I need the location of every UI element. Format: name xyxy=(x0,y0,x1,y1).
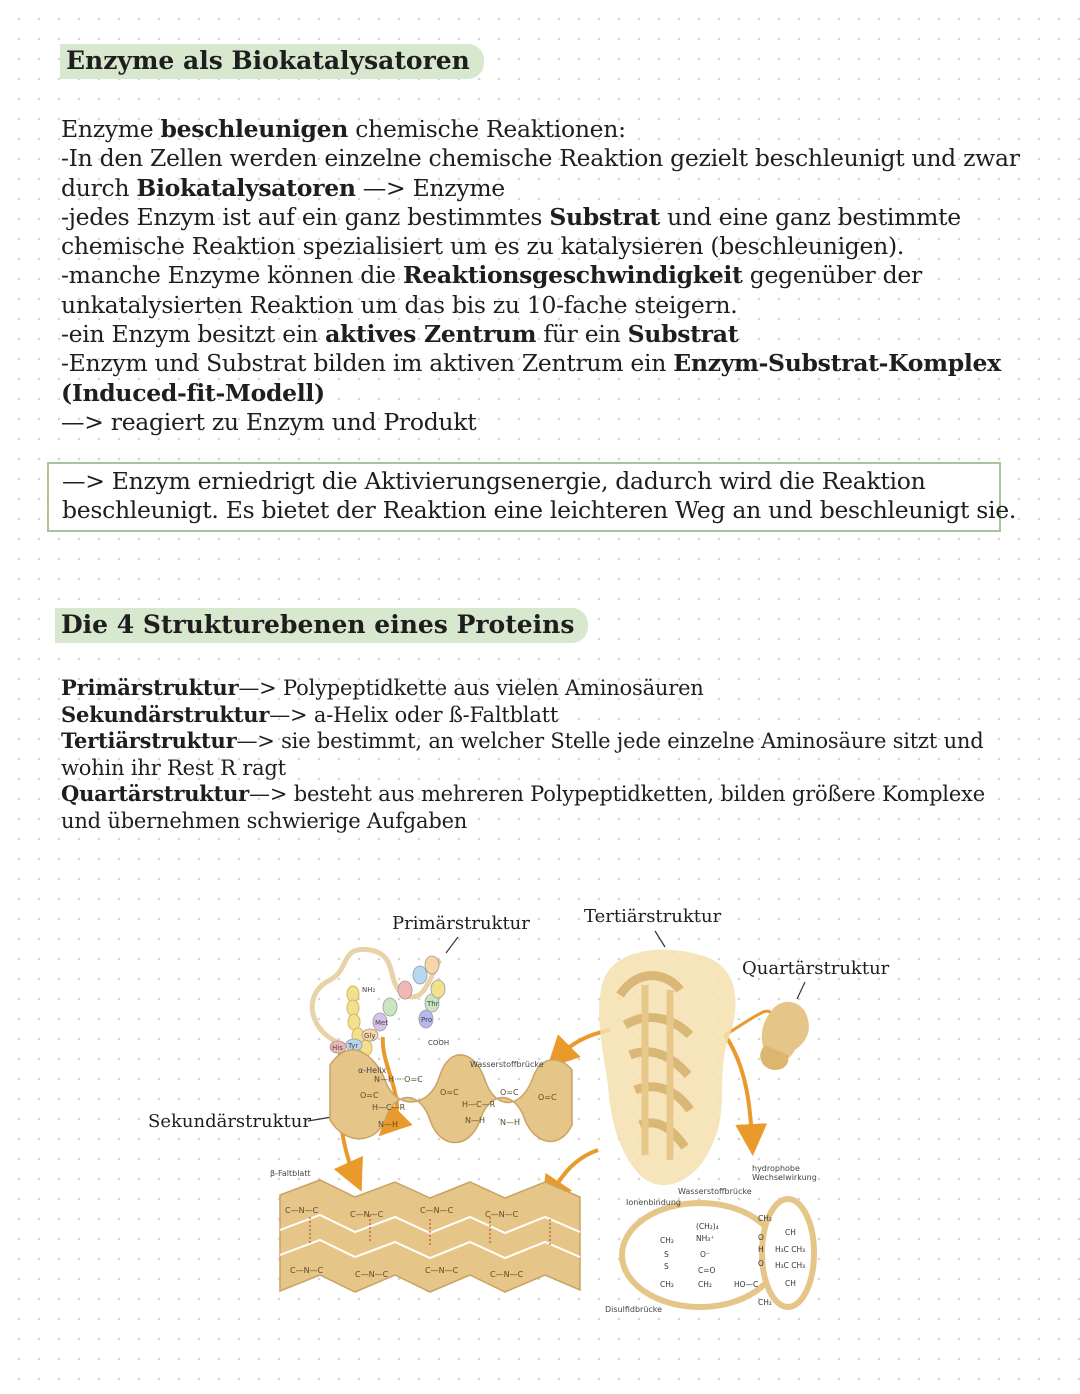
svg-text:HO—C: HO—C xyxy=(734,1280,759,1289)
text-run: -jedes Enzym ist auf ein ganz bestimmtes xyxy=(61,202,550,231)
text-line xyxy=(61,408,1020,437)
text-run: -In den Zellen werden einzelne chemische Reaktion gezielt beschleunigt und zwar xyxy=(61,144,1020,173)
text-line xyxy=(61,728,985,755)
text-run: chemische Reaktion spezialisiert um es zu katalysieren (beschleunigen). xyxy=(61,232,905,261)
pointer-primary xyxy=(446,937,458,953)
terminal-cooh: COOH xyxy=(428,1039,450,1047)
bold-term: Primärstruktur xyxy=(61,675,239,700)
label-alpha-helix: α-Helix xyxy=(358,1066,387,1075)
svg-text:S: S xyxy=(664,1262,669,1271)
svg-text:CH₂: CH₂ xyxy=(660,1280,674,1289)
bold-term: (Induced-fit-Modell) xyxy=(61,378,325,407)
beta-sheet-ribbon xyxy=(270,1169,580,1292)
text-line xyxy=(61,174,1020,203)
svg-text:C—N—C: C—N—C xyxy=(285,1206,319,1215)
label-tertiary: Tertiärstruktur xyxy=(584,906,722,927)
text-run: und übernehmen schwierige Aufgaben xyxy=(61,808,468,833)
pointer-secondary xyxy=(308,1117,332,1121)
svg-text:H₃C CH₃: H₃C CH₃ xyxy=(775,1261,806,1270)
pointer-quaternary xyxy=(797,982,805,999)
label-ionic-bond: Ionenbindung xyxy=(626,1198,681,1207)
enzyme-paragraph xyxy=(61,115,1020,437)
text-run: und eine ganz bestimmte xyxy=(659,202,961,231)
svg-text:C—N—C: C—N—C xyxy=(290,1266,324,1275)
text-line xyxy=(61,115,1020,144)
text-run: —> reagiert zu Enzym und Produkt xyxy=(61,407,477,436)
aa-met: Met xyxy=(375,1019,389,1027)
text-line xyxy=(61,702,985,729)
text-line xyxy=(61,144,1020,173)
svg-text:O⁻: O⁻ xyxy=(700,1250,710,1259)
text-run: —> Enzyme xyxy=(355,173,505,202)
svg-text:CH₂: CH₂ xyxy=(758,1214,772,1223)
aa-pro: Pro xyxy=(421,1016,433,1024)
svg-text:H₃C CH₃: H₃C CH₃ xyxy=(775,1245,806,1254)
svg-text:CH: CH xyxy=(785,1279,796,1288)
svg-text:O=C: O=C xyxy=(538,1093,557,1102)
svg-text:O=C: O=C xyxy=(500,1088,519,1097)
text-line xyxy=(61,320,1020,349)
svg-text:(CH₂)₄: (CH₂)₄ xyxy=(696,1222,719,1231)
text-run: —> sie bestimmt, an welcher Stelle jede einzelne Aminosäure sitzt und xyxy=(236,729,984,753)
svg-text:CH₂: CH₂ xyxy=(758,1298,772,1307)
svg-text:H—C—R: H—C—R xyxy=(372,1103,406,1112)
label-hydrophobic-2: Wechselwirkung xyxy=(752,1173,817,1182)
label-primary: Primärstruktur xyxy=(392,913,530,934)
summary-line-2: beschleunigt. Es bietet der Reaktion eine leichteren Weg an und beschleunigt sie. xyxy=(62,496,1017,524)
label-quaternary: Quartärstruktur xyxy=(742,958,890,979)
svg-text:CH: CH xyxy=(785,1228,796,1237)
text-line xyxy=(61,261,1020,290)
text-run: —> a-Helix oder ß-Faltblatt xyxy=(269,702,559,727)
bold-term: Substrat xyxy=(627,320,739,349)
text-run: Enzyme xyxy=(61,115,161,143)
svg-text:C—N—C: C—N—C xyxy=(355,1270,389,1279)
label-hydrophobic-1: hydrophobe xyxy=(752,1164,800,1173)
bold-term: Tertiärstruktur xyxy=(61,728,237,753)
bold-term: Substrat xyxy=(549,202,660,231)
bold-term: Biokatalysatoren xyxy=(136,173,356,202)
svg-text:O=C: O=C xyxy=(440,1088,459,1097)
summary-line-1: —> Enzym erniedrigt die Aktivierungsenergie, dadurch wird die Reaktion xyxy=(62,467,926,495)
label-hydrogen-bond: Wasserstoffbrücke xyxy=(470,1060,544,1069)
bold-term: Quartärstruktur xyxy=(61,781,250,806)
text-run: -ein Enzym besitzt ein xyxy=(61,320,326,349)
protein-structure-figure xyxy=(140,895,900,1335)
heading-enzymes: Enzyme als Biokatalysatoren xyxy=(60,44,484,79)
text-run: -manche Enzyme können die xyxy=(61,261,403,290)
bold-term: beschleunigen xyxy=(160,115,349,143)
tertiary-structure xyxy=(599,950,735,1185)
protein-structure-paragraph xyxy=(61,675,985,834)
text-run: -Enzym und Substrat bilden im aktiven Zentrum ein xyxy=(61,349,674,378)
svg-text:C—N—C: C—N—C xyxy=(490,1270,524,1279)
svg-text:O=C: O=C xyxy=(360,1091,379,1100)
label-beta-sheet: β-Faltblatt xyxy=(270,1169,311,1178)
bold-term: aktives Zentrum xyxy=(325,320,537,349)
svg-text:CH₂: CH₂ xyxy=(660,1236,674,1245)
text-line xyxy=(61,349,1020,378)
svg-text:O: O xyxy=(758,1259,764,1268)
text-line xyxy=(61,781,985,808)
bold-term: Reaktionsgeschwindigkeit xyxy=(402,261,743,290)
figure-drawing xyxy=(140,895,900,1335)
text-line xyxy=(61,232,1020,261)
svg-text:CH₂: CH₂ xyxy=(698,1280,712,1289)
bold-term: Sekundärstruktur xyxy=(61,701,270,727)
aa-gly: Gly xyxy=(364,1032,376,1040)
bold-term: Enzym-Substrat-Komplex xyxy=(673,349,1001,378)
svg-text:C=O: C=O xyxy=(698,1266,716,1275)
arrow-tertiary-to-quaternary xyxy=(725,1035,752,1140)
text-run: gegenüber der xyxy=(742,261,922,290)
alpha-helix-ribbon xyxy=(330,1050,572,1143)
summary-box xyxy=(47,462,1017,532)
text-run: chemische Reaktionen: xyxy=(348,115,626,143)
text-run: —> besteht aus mehreren Polypeptidketten, bilden größere Komplexe xyxy=(249,782,985,806)
svg-text:H—C—R: H—C—R xyxy=(462,1100,496,1109)
svg-text:C—N—C: C—N—C xyxy=(485,1210,519,1219)
text-line xyxy=(61,203,1020,232)
text-run: durch xyxy=(61,173,137,202)
text-line xyxy=(61,291,1020,320)
svg-text:N—H····O=C: N—H····O=C xyxy=(374,1075,423,1084)
label-secondary: Sekundärstruktur xyxy=(148,1111,311,1132)
label-hydrogen-bond-2: Wasserstoffbrücke xyxy=(678,1187,752,1196)
text-line xyxy=(61,379,1020,408)
text-line xyxy=(61,808,985,835)
text-run: wohin ihr Rest R ragt xyxy=(61,755,286,780)
text-run: —> Polypeptidkette aus vielen Aminosäuren xyxy=(238,676,704,700)
primary-chain xyxy=(312,949,449,1056)
svg-text:C—N—C: C—N—C xyxy=(350,1210,384,1219)
label-disulfide: Disulfidbrücke xyxy=(605,1305,663,1314)
terminal-nh2: NH₂ xyxy=(362,986,376,994)
svg-text:C—N—C: C—N—C xyxy=(420,1206,454,1215)
svg-text:N—H: N—H xyxy=(378,1120,398,1129)
text-line xyxy=(61,675,985,702)
text-run: für ein xyxy=(536,320,628,349)
svg-text:C—N—C: C—N—C xyxy=(425,1266,459,1275)
aa-his: His xyxy=(332,1044,343,1052)
svg-text:N—H: N—H xyxy=(465,1116,485,1125)
aa-thr: Thr xyxy=(427,1000,439,1008)
bond-detail xyxy=(605,1164,817,1314)
pointer-tertiary xyxy=(655,931,665,947)
svg-text:H: H xyxy=(758,1245,764,1254)
heading-protein-structures: Die 4 Strukturebenen eines Proteins xyxy=(55,608,588,643)
svg-text:S: S xyxy=(664,1250,669,1259)
svg-text:NH₃⁺: NH₃⁺ xyxy=(696,1234,715,1243)
text-line xyxy=(61,755,985,782)
aa-tyr: Tyr xyxy=(348,1042,359,1050)
text-run: unkatalysierten Reaktion um das bis zu 10-fache steigern. xyxy=(61,290,738,319)
svg-text:N—H: N—H xyxy=(500,1118,520,1127)
svg-text:O: O xyxy=(758,1233,764,1242)
